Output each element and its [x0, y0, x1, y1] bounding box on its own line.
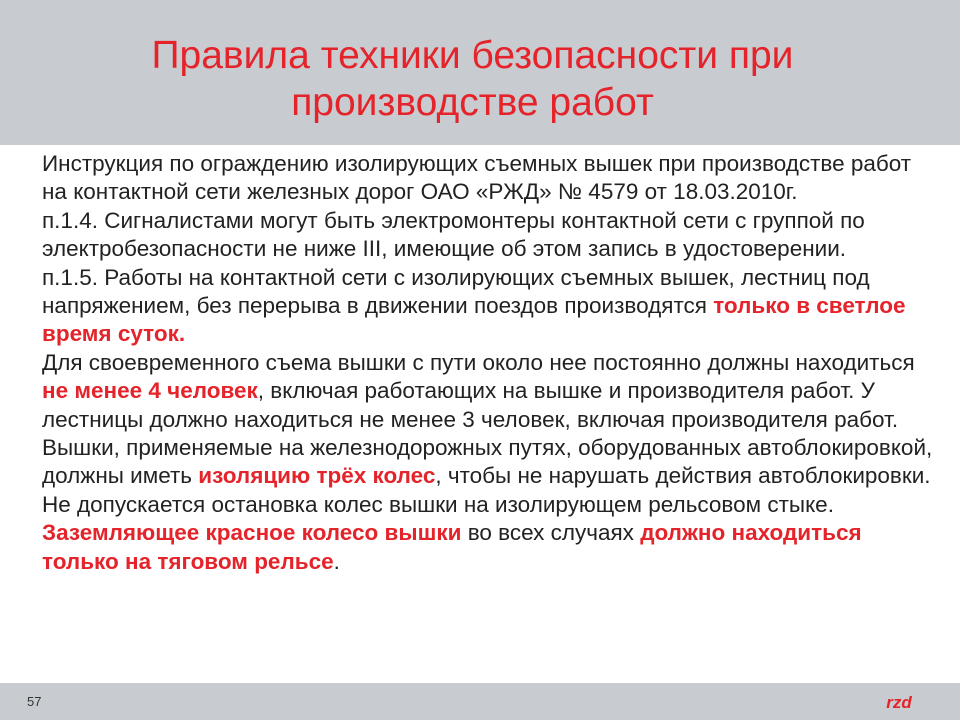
footer-band [0, 683, 960, 720]
paragraph-removal-text-b: , включая работающих на вышке и производителя работ. У лестницы должно находиться не менее 3 человек, включая производителя работ. [42, 378, 899, 432]
title-line-2: производстве работ [291, 81, 654, 124]
paragraph-1-5 [42, 264, 942, 349]
paragraph-autoblock-text-b: , чтобы не нарушать действия автоблокировки. Не допускается остановка колес вышки на изолирующем рельсовом стыке. [42, 463, 931, 517]
highlight-grounding-wheel: Заземляющее красное колесо вышки [42, 520, 462, 546]
highlight-four-people: не менее 4 человек [42, 378, 258, 404]
paragraph-grounding [42, 519, 942, 576]
svg-text:rzd: rzd [886, 693, 912, 712]
paragraph-removal-text-a: Для своевременного съема вышки с пути около нее постоянно должны находиться [42, 349, 915, 375]
paragraph-autoblock-text-a: Вышки, применяемые на железнодорожных путях, оборудованных автоблокировкой, должны иметь [42, 435, 933, 489]
paragraph-autoblock [42, 434, 942, 519]
highlight-daylight: только в светлое время суток. [42, 293, 906, 347]
paragraph-grounding-text: во всех случаях [461, 520, 641, 546]
title-line-1: Правила техники безопасности при [151, 34, 794, 77]
highlight-three-wheels: изоляцию трёх колес [198, 463, 436, 489]
slide-body [42, 150, 942, 576]
page-number: 57 [27, 694, 42, 709]
paragraph-1-4: п.1.4. Сигналистами могут быть электромонтеры контактной сети с группой по электробезопасности не ниже III, имеющие об этом запись в удостоверении. [42, 207, 865, 262]
paragraph-grounding-period: . [333, 548, 340, 574]
paragraph-instruction: Инструкция по ограждению изолирующих съемных вышек при производстве работ на контактной сети железных дорог ОАО «РЖД» № 4579 от 18.03.2010г. [42, 151, 912, 205]
slide-title [0, 32, 945, 126]
paragraph-1-5-text: п.1.5. Работы на контактной сети с изолирующих съемных вышек, лестниц под напряжением, без перерыва в движении поездов производятся [42, 264, 870, 319]
highlight-traction-rail: должно находиться только на тяговом рельсе [42, 520, 862, 574]
rzd-logo [874, 688, 924, 716]
paragraph-removal [42, 349, 942, 434]
